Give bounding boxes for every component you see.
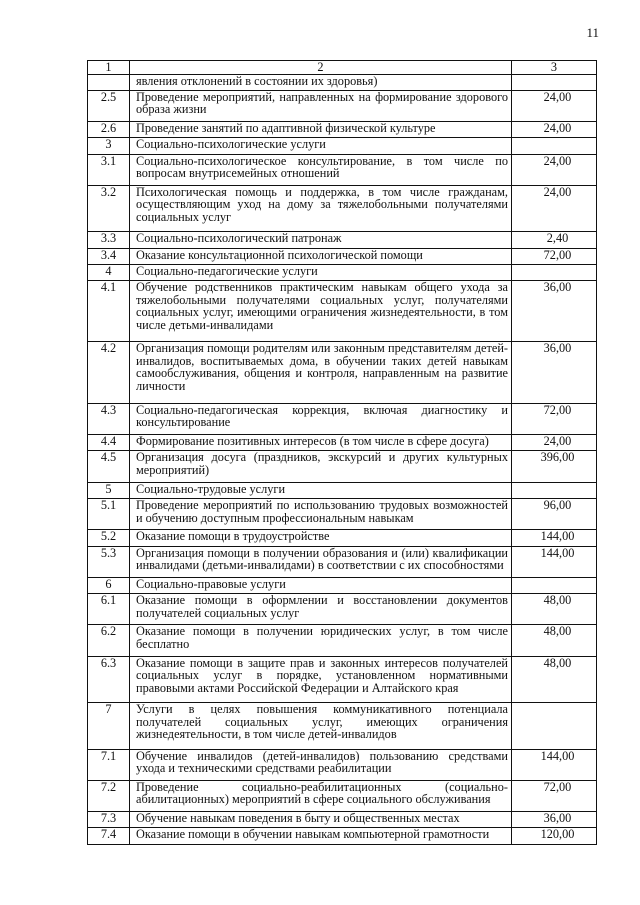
row-service-name: Формирование позитивных интересов (в том числе в сфере досуга)	[130, 435, 512, 451]
row-service-name: Социально-психологические услуги	[130, 138, 512, 154]
row-value	[512, 577, 597, 593]
row-number: 3.4	[88, 248, 130, 264]
table-row	[88, 594, 597, 625]
row-number: 4.2	[88, 342, 130, 403]
row-service-name: Социально-педагогические услуги	[130, 264, 512, 280]
row-value	[512, 482, 597, 498]
row-number: 4.4	[88, 435, 130, 451]
row-number: 7.1	[88, 749, 130, 780]
row-value: 24,00	[512, 122, 597, 138]
table-row	[88, 281, 597, 342]
row-number: 6.3	[88, 656, 130, 702]
row-number: 5.1	[88, 499, 130, 530]
row-service-name: Обучение навыкам поведения в быту и общественных местах	[130, 812, 512, 828]
table-body	[88, 74, 597, 845]
table-row	[88, 812, 597, 828]
services-table-container	[87, 60, 596, 845]
table-row	[88, 780, 597, 811]
row-value: 72,00	[512, 780, 597, 811]
row-value	[512, 264, 597, 280]
row-number: 3.2	[88, 185, 130, 231]
row-number: 2.6	[88, 122, 130, 138]
table-row	[88, 154, 597, 185]
row-value: 144,00	[512, 546, 597, 577]
row-number: 7.2	[88, 780, 130, 811]
row-number: 4.3	[88, 403, 130, 434]
row-value: 24,00	[512, 185, 597, 231]
row-service-name: Социально-трудовые услуги	[130, 482, 512, 498]
table-row	[88, 232, 597, 248]
row-number: 4.5	[88, 451, 130, 482]
row-value: 96,00	[512, 499, 597, 530]
table-row	[88, 342, 597, 403]
table-row	[88, 451, 597, 482]
table-row	[88, 703, 597, 749]
row-service-name: Психологическая помощь и поддержка, в том числе гражданам, осуществляющим уход на дому за тяжелобольными получателями социальных услуг	[130, 185, 512, 231]
table-row	[88, 122, 597, 138]
row-value: 72,00	[512, 403, 597, 434]
header-column-number: 1	[88, 61, 130, 75]
row-value: 36,00	[512, 342, 597, 403]
row-service-name: Организация помощи в получении образования и (или) квалификации инвалидами (детьми-инвалидами) в соответствии с их способностями	[130, 546, 512, 577]
row-value: 48,00	[512, 656, 597, 702]
row-number: 4.1	[88, 281, 130, 342]
row-service-name: Организация досуга (праздников, экскурсий и других культурных мероприятий)	[130, 451, 512, 482]
row-service-name: Социально-педагогическая коррекция, включая диагностику и консультирование	[130, 403, 512, 434]
row-number: 3.1	[88, 154, 130, 185]
row-value	[512, 703, 597, 749]
row-number	[88, 74, 130, 90]
table-row	[88, 435, 597, 451]
row-value	[512, 74, 597, 90]
row-value: 2,40	[512, 232, 597, 248]
row-service-name: Социально-психологическое консультирование, в том числе по вопросам внутрисемейных отношений	[130, 154, 512, 185]
row-number: 2.5	[88, 90, 130, 121]
row-service-name: Обучение инвалидов (детей-инвалидов) пользованию средствами ухода и техническими средствами реабилитации	[130, 749, 512, 780]
row-value: 144,00	[512, 530, 597, 546]
header-column-service: 2	[130, 61, 512, 75]
row-service-name: Обучение родственников практическим навыкам общего ухода за тяжелобольными получателями социальных услуг, получателями социальных услуг, имеющими ограничения жизнедеятельности, в том числе детьми-инвалидами	[130, 281, 512, 342]
table-row	[88, 577, 597, 593]
row-service-name: Социально-психологический патронаж	[130, 232, 512, 248]
table-row	[88, 656, 597, 702]
row-value: 48,00	[512, 625, 597, 656]
table-row	[88, 74, 597, 90]
row-value: 24,00	[512, 90, 597, 121]
row-number: 6.2	[88, 625, 130, 656]
table-row	[88, 499, 597, 530]
table-row	[88, 546, 597, 577]
row-service-name: Проведение мероприятий, направленных на формирование здорового образа жизни	[130, 90, 512, 121]
header-column-value: 3	[512, 61, 597, 75]
row-service-name: Оказание помощи в обучении навыкам компьютерной грамотности	[130, 828, 512, 845]
row-service-name: Проведение занятий по адаптивной физической культуре	[130, 122, 512, 138]
table-row	[88, 482, 597, 498]
row-service-name: Оказание помощи в трудоустройстве	[130, 530, 512, 546]
row-value: 24,00	[512, 154, 597, 185]
row-value: 144,00	[512, 749, 597, 780]
row-value: 120,00	[512, 828, 597, 845]
row-service-name: Организация помощи родителям или законным представителям детей-инвалидов, воспитываемых дома, в обучении таких детей навыкам самообслуживания, общения и контроля, направленным на развитие личности	[130, 342, 512, 403]
table-row	[88, 90, 597, 121]
table-row	[88, 828, 597, 845]
row-service-name: Оказание помощи в получении юридических услуг, в том числе бесплатно	[130, 625, 512, 656]
row-service-name: явления отклонений в состоянии их здоровья)	[130, 74, 512, 90]
table-row	[88, 403, 597, 434]
row-number: 7	[88, 703, 130, 749]
row-number: 5.3	[88, 546, 130, 577]
row-service-name: Оказание помощи в защите прав и законных интересов получателей социальных услуг в порядке, установленном нормативными правовыми актами Российской Федерации и Алтайского края	[130, 656, 512, 702]
row-value: 48,00	[512, 594, 597, 625]
table-row	[88, 264, 597, 280]
row-service-name: Услуги в целях повышения коммуникативного потенциала получателей социальных услуг, имеющих ограничения жизнедеятельности, в том числе детей-инвалидов	[130, 703, 512, 749]
row-service-name: Оказание консультационной психологической помощи	[130, 248, 512, 264]
row-number: 5.2	[88, 530, 130, 546]
page-number: 11	[586, 25, 599, 40]
row-value: 36,00	[512, 812, 597, 828]
table-row	[88, 185, 597, 231]
row-value	[512, 138, 597, 154]
row-value: 396,00	[512, 451, 597, 482]
row-value: 36,00	[512, 281, 597, 342]
row-number: 3.3	[88, 232, 130, 248]
table-row	[88, 138, 597, 154]
row-number: 6.1	[88, 594, 130, 625]
row-service-name: Оказание помощи в оформлении и восстановлении документов получателей социальных услуг	[130, 594, 512, 625]
row-service-name: Проведение социально-реабилитационных (социально-абилитационных) мероприятий в сфере социального обслуживания	[130, 780, 512, 811]
row-service-name: Социально-правовые услуги	[130, 577, 512, 593]
services-table	[87, 60, 597, 845]
row-service-name: Проведение мероприятий по использованию трудовых возможностей и обучению доступным профессиональным навыкам	[130, 499, 512, 530]
table-row	[88, 625, 597, 656]
row-number: 7.3	[88, 812, 130, 828]
table-row	[88, 749, 597, 780]
row-number: 4	[88, 264, 130, 280]
row-number: 7.4	[88, 828, 130, 845]
row-value: 72,00	[512, 248, 597, 264]
table-row	[88, 248, 597, 264]
row-number: 6	[88, 577, 130, 593]
table-header-row	[88, 61, 597, 75]
row-value: 24,00	[512, 435, 597, 451]
row-number: 3	[88, 138, 130, 154]
table-row	[88, 530, 597, 546]
row-number: 5	[88, 482, 130, 498]
